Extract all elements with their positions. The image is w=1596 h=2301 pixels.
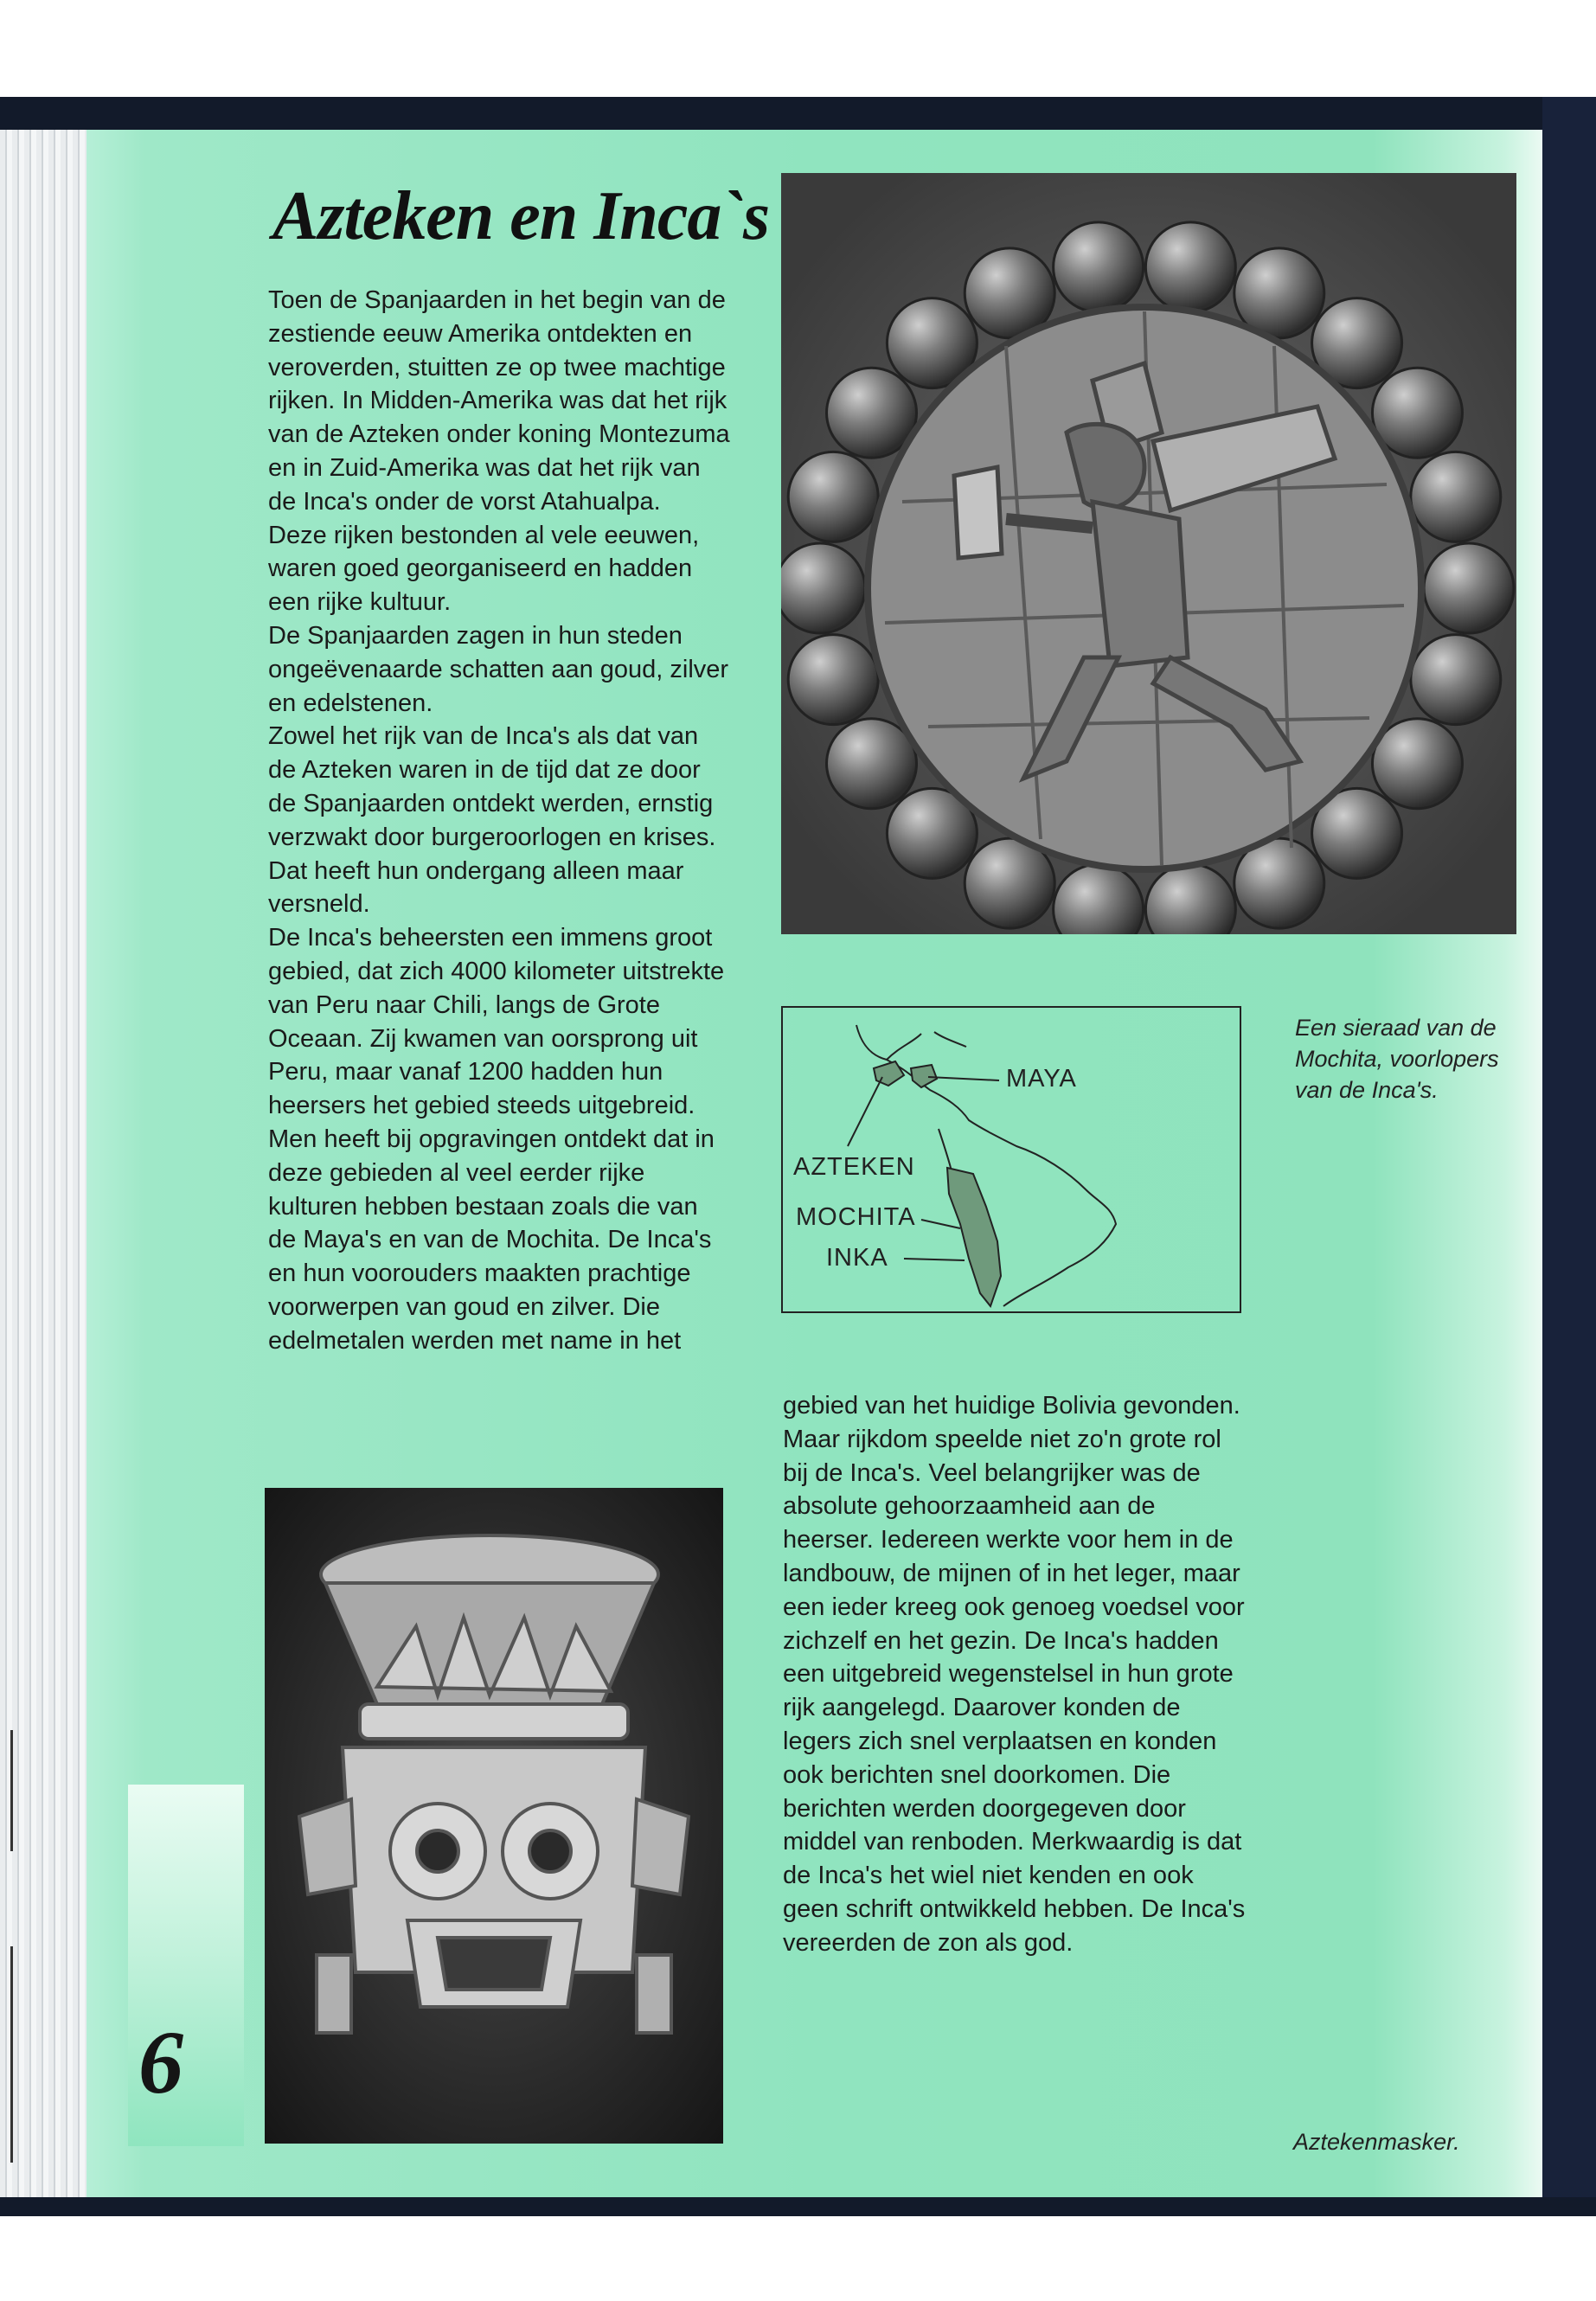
bead bbox=[781, 543, 865, 633]
paragraph: Toen de Spanjaarden in het begin van de zestiende eeuw Amerika ontdekten en veroverden, stuitten ze op twee machtige rijken. In Midden-Amerika was dat het rijk van de Azteken onder koning Montezuma en in Zuid-Amerika was dat het rijk van de Inca's onder de vorst Atahualpa. bbox=[268, 286, 730, 516]
aztec-mask-photo bbox=[265, 1488, 723, 2144]
maya-region bbox=[911, 1065, 937, 1087]
bead bbox=[1411, 635, 1501, 725]
bead bbox=[1145, 222, 1235, 312]
map-label-azteken: AZTEKEN bbox=[793, 1153, 915, 1181]
bead bbox=[788, 452, 878, 542]
bead bbox=[1424, 543, 1514, 633]
ornament-illustration bbox=[781, 173, 1516, 934]
aztec-region bbox=[874, 1061, 904, 1086]
scan-border-bottom bbox=[0, 2197, 1596, 2216]
book-spine bbox=[1542, 97, 1596, 2216]
book-page-edges bbox=[0, 130, 91, 2206]
paragraph: Deze rijken bestonden al vele eeuwen, waren goed georganiseerd en hadden een rijke kultuur. bbox=[268, 521, 700, 617]
paragraph: gebied van het huidige Bolivia gevonden. Maar rijkdom speelde niet zo'n grote rol bij de Inca's. Veel belangrijker was de absolute gehoorzaamheid aan de heerser. Iedereen werkte voor hem in de landbouw, de mijnen of in het leger, maar een ieder kreeg ook genoeg voedsel voor zichzelf en het gezin. De Inca's hadden een uitgebreid wegenstelsel in hun grote rijk aangelegd. Daarover konden de legers zich snel verplaatsen en konden ook berichten snel doorkomen. Die berichten werden doorgegeven door middel van renboden. Merkwaardig is dat de Inca's het wiel niet kenden en ook geen schrift ontwikkeld hebben. De Inca's vereerden de zon als god. bbox=[783, 1392, 1246, 1957]
mask-illustration bbox=[265, 1488, 723, 2144]
page-title: Azteken en Inca`s bbox=[272, 178, 770, 254]
mochita-ornament-photo bbox=[781, 173, 1516, 934]
margin-rule bbox=[10, 1946, 13, 2163]
bead bbox=[1054, 222, 1144, 312]
map-label-mochita: MOCHITA bbox=[796, 1203, 916, 1231]
caption-mask: Aztekenmasker. bbox=[1293, 2129, 1460, 2155]
inca-region bbox=[947, 1168, 1001, 1306]
paragraph: De Inca's beheersten een immens groot gebied, dat zich 4000 kilometer uitstrekte van Peru naar Chili, langs de Grote Oceaan. Zij kwamen van oorsprong uit Peru, maar vanaf 1200 hadden hun heersers het gebied steeds uitgebreid. Men heeft bij opgravingen ontdekt dat in deze gebieden al veel eerder rijke kulturen hebben bestaan zoals die van de Maya's en van de Mochita. De Inca's en hun voorouders maakten prachtige voorwerpen van goud en zilver. Die edelmetalen werden met name in het bbox=[268, 924, 725, 1355]
page-number: 6 bbox=[138, 2013, 183, 2112]
map-label-inka: INKA bbox=[826, 1244, 888, 1272]
map-figure bbox=[781, 1006, 1241, 1313]
text-column-left bbox=[268, 284, 731, 1358]
margin-rule bbox=[10, 1730, 13, 1851]
map-label-maya: MAYA bbox=[1006, 1065, 1077, 1093]
caption-ornament: Een sieraad van de Mochita, voorlopers van de Inca's. bbox=[1295, 1015, 1499, 1103]
bead bbox=[1411, 452, 1501, 542]
paragraph: De Spanjaarden zagen in hun steden ongeëvenaarde schatten aan goud, zilver en edelstenen. bbox=[268, 621, 729, 717]
text-column-right bbox=[783, 1389, 1250, 1960]
paragraph: Zowel het rijk van de Inca's als dat van de Azteken waren in de tijd dat ze door de Spanjaarden ontdekt werden, ernstig verzwakt door burgeroorlogen en krises. Dat heeft hun ondergang alleen maar versneld. bbox=[268, 722, 716, 919]
bead bbox=[788, 635, 878, 725]
